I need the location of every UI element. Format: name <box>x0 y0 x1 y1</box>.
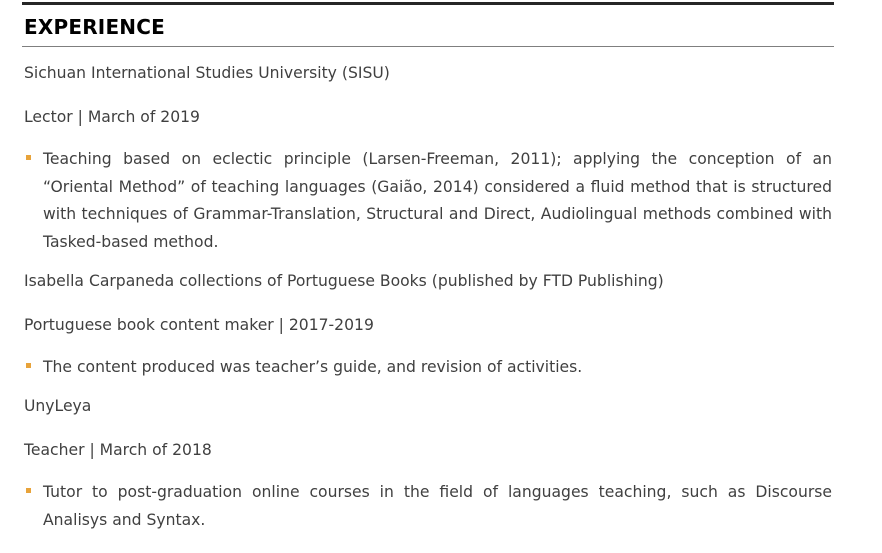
entry-organization: UnyLeya <box>24 397 92 415</box>
square-bullet-icon <box>26 155 31 160</box>
square-bullet-icon <box>26 363 31 368</box>
entry-organization: Isabella Carpaneda collections of Portuguese Books (published by FTD Publishing) <box>24 272 664 290</box>
entry-bullet-text: Teaching based on eclectic principle (Larsen-Freeman, 2011); applying the conception of an “Oriental Method” of teaching languages (Gaião, 2014) considered a fluid method that is structured with techniques of Grammar-Translation, Structural and Direct, Audiolingual methods combined with Tasked-based method. <box>43 150 832 251</box>
entry-bullet-text: The content produced was teacher’s guide, and revision of activities. <box>43 358 583 376</box>
entry-role: Lector | March of 2019 <box>24 108 200 126</box>
entry-role: Portuguese book content maker | 2017-2019 <box>24 316 374 334</box>
entry-bullet <box>24 146 832 256</box>
square-bullet-icon <box>26 488 31 493</box>
top-divider <box>22 2 834 5</box>
entry-bullet <box>24 354 832 382</box>
entry-bullet-text: Tutor to post-graduation online courses in the field of languages teaching, such as Discourse Analisys and Syntax. <box>43 483 832 529</box>
section-title: EXPERIENCE <box>24 15 165 39</box>
entry-organization: Sichuan International Studies University (SISU) <box>24 64 390 82</box>
entry-bullet <box>24 479 832 534</box>
title-divider <box>22 46 834 47</box>
entry-role: Teacher | March of 2018 <box>24 441 212 459</box>
